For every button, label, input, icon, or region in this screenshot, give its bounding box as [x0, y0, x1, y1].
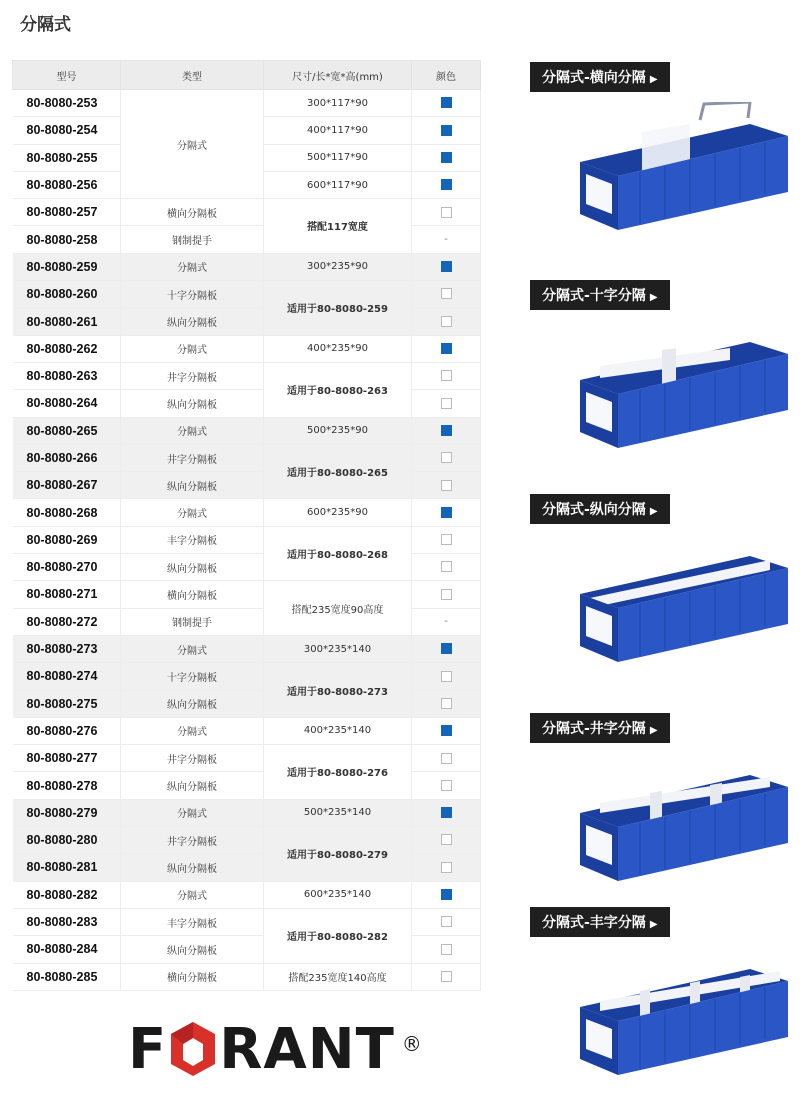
storage-bin-icon [580, 102, 792, 234]
cell-model: 80-8080-283 [13, 908, 121, 935]
cell-type: 纵向分隔板 [121, 772, 264, 799]
cell-model: 80-8080-256 [13, 171, 121, 198]
play-arrow-icon: ▶ [649, 919, 658, 930]
color-swatch-blue [441, 261, 452, 272]
table-row [13, 799, 481, 826]
cell-size: 600*235*90 [264, 499, 412, 526]
color-swatch-white [441, 589, 452, 600]
variant-card-long [530, 494, 792, 524]
cell-color [412, 253, 481, 280]
color-swatch-blue [441, 643, 452, 654]
logo-shield-icon [169, 1020, 217, 1078]
color-swatch-white [441, 862, 452, 873]
cell-type: 纵向分隔板 [121, 854, 264, 881]
color-swatch-white [441, 534, 452, 545]
cell-model: 80-8080-273 [13, 635, 121, 662]
cell-model: 80-8080-264 [13, 390, 121, 417]
cell-color [412, 171, 481, 198]
play-arrow-icon: ▶ [649, 74, 658, 85]
cell-type: 分隔式 [121, 499, 264, 526]
cell-type: 井字分隔板 [121, 745, 264, 772]
cell-model: 80-8080-284 [13, 936, 121, 963]
cell-type: 纵向分隔板 [121, 472, 264, 499]
color-swatch-blue [441, 425, 452, 436]
cell-color [412, 90, 481, 117]
color-swatch-white [441, 753, 452, 764]
cell-size: 适用于80-8080-265 [264, 444, 412, 499]
cell-size: 500*235*140 [264, 799, 412, 826]
cell-size: 搭配235宽度90高度 [264, 581, 412, 636]
cell-model: 80-8080-274 [13, 663, 121, 690]
variant-card-horizontal [530, 62, 792, 92]
cell-type: 井字分隔板 [121, 827, 264, 854]
color-swatch-white [441, 971, 452, 982]
cell-type: 分隔式 [121, 417, 264, 444]
table-header-row [13, 61, 481, 90]
cell-type: 分隔式 [121, 253, 264, 280]
color-swatch-blue [441, 125, 452, 136]
table-row [13, 281, 481, 308]
registered-mark: ® [401, 1032, 423, 1056]
cell-type: 分隔式 [121, 635, 264, 662]
header-type: 类型 [121, 61, 264, 90]
cell-color [412, 963, 481, 990]
logo-letter-f: F [128, 1017, 168, 1082]
color-swatch-white [441, 944, 452, 955]
cell-model: 80-8080-258 [13, 226, 121, 253]
cell-color [412, 690, 481, 717]
cell-color [412, 799, 481, 826]
cell-model: 80-8080-279 [13, 799, 121, 826]
color-swatch-blue [441, 807, 452, 818]
cell-model: 80-8080-272 [13, 608, 121, 635]
cell-type: 十字分隔板 [121, 281, 264, 308]
cell-color [412, 854, 481, 881]
play-arrow-icon: ▶ [649, 292, 658, 303]
table-row [13, 526, 481, 553]
storage-bin-icon [580, 320, 792, 452]
brand-logo [128, 1017, 423, 1082]
cell-model: 80-8080-255 [13, 144, 121, 171]
table-body [13, 90, 481, 991]
play-arrow-icon: ▶ [649, 506, 658, 517]
cell-color [412, 144, 481, 171]
color-swatch-blue [441, 179, 452, 190]
cell-color [412, 745, 481, 772]
cell-type: 分隔式 [121, 881, 264, 908]
color-swatch-blue [441, 97, 452, 108]
cell-type: 钢制提手 [121, 608, 264, 635]
header-size: 尺寸/长*宽*高(mm) [264, 61, 412, 90]
variant-label [530, 713, 670, 743]
table-row [13, 745, 481, 772]
cell-model: 80-8080-257 [13, 199, 121, 226]
table-row [13, 362, 481, 389]
color-swatch-white [441, 370, 452, 381]
cell-color [412, 444, 481, 471]
cell-model: 80-8080-282 [13, 881, 121, 908]
cell-type: 丰字分隔板 [121, 526, 264, 553]
cell-size: 400*117*90 [264, 117, 412, 144]
table-row [13, 417, 481, 444]
table-row [13, 499, 481, 526]
color-swatch-white [441, 452, 452, 463]
variant-label [530, 907, 670, 937]
cell-model: 80-8080-262 [13, 335, 121, 362]
table-row [13, 963, 481, 990]
table-row [13, 90, 481, 117]
variant-label [530, 62, 670, 92]
cell-color [412, 281, 481, 308]
cell-color [412, 881, 481, 908]
table-row [13, 827, 481, 854]
color-none: - [444, 616, 448, 628]
table-row [13, 444, 481, 471]
cell-model: 80-8080-280 [13, 827, 121, 854]
color-swatch-white [441, 834, 452, 845]
logo-letters-rant: RANT [219, 1017, 395, 1082]
cell-model: 80-8080-285 [13, 963, 121, 990]
variant-bin-image [580, 534, 792, 670]
color-swatch-white [441, 916, 452, 927]
cell-size: 适用于80-8080-276 [264, 745, 412, 800]
variant-label-text: 分隔式-井字分隔 [542, 721, 646, 737]
cell-color [412, 581, 481, 608]
spec-table [12, 60, 481, 991]
color-swatch-white [441, 398, 452, 409]
variant-bin-image [580, 753, 792, 889]
variant-label-text: 分隔式-十字分隔 [542, 288, 646, 304]
cell-model: 80-8080-277 [13, 745, 121, 772]
variant-card-feng [530, 907, 792, 937]
cell-model: 80-8080-268 [13, 499, 121, 526]
cell-type: 纵向分隔板 [121, 936, 264, 963]
cell-size: 300*117*90 [264, 90, 412, 117]
cell-color [412, 608, 481, 635]
variant-card-grid [530, 713, 792, 743]
cell-model: 80-8080-266 [13, 444, 121, 471]
cell-type: 十字分隔板 [121, 663, 264, 690]
cell-color [412, 117, 481, 144]
cell-type: 分隔式 [121, 90, 264, 199]
table-row [13, 635, 481, 662]
cell-size: 400*235*90 [264, 335, 412, 362]
cell-model: 80-8080-259 [13, 253, 121, 280]
cell-color [412, 554, 481, 581]
color-swatch-blue [441, 725, 452, 736]
cell-type: 井字分隔板 [121, 362, 264, 389]
cell-model: 80-8080-275 [13, 690, 121, 717]
table-row [13, 581, 481, 608]
table-row [13, 335, 481, 362]
cell-color [412, 226, 481, 253]
cell-model: 80-8080-267 [13, 472, 121, 499]
cell-model: 80-8080-269 [13, 526, 121, 553]
storage-bin-icon [580, 753, 792, 885]
table-row [13, 253, 481, 280]
cell-color [412, 827, 481, 854]
cell-color [412, 390, 481, 417]
variant-bin-image [580, 102, 792, 238]
variant-card-cross [530, 280, 792, 310]
page-title: 分隔式 [20, 15, 71, 35]
cell-color [412, 472, 481, 499]
cell-color [412, 908, 481, 935]
cell-type: 丰字分隔板 [121, 908, 264, 935]
variant-label-text: 分隔式-丰字分隔 [542, 915, 646, 931]
cell-size: 500*117*90 [264, 144, 412, 171]
cell-color [412, 199, 481, 226]
variant-label [530, 280, 670, 310]
color-swatch-white [441, 288, 452, 299]
cell-color [412, 417, 481, 444]
color-swatch-white [441, 698, 452, 709]
cell-type: 纵向分隔板 [121, 690, 264, 717]
cell-size: 适用于80-8080-282 [264, 908, 412, 963]
cell-color [412, 635, 481, 662]
cell-size: 300*235*90 [264, 253, 412, 280]
variant-label [530, 494, 670, 524]
cell-color [412, 335, 481, 362]
cell-size: 搭配117宽度 [264, 199, 412, 254]
cell-model: 80-8080-276 [13, 717, 121, 744]
cell-model: 80-8080-265 [13, 417, 121, 444]
storage-bin-icon [580, 534, 792, 666]
cell-color [412, 499, 481, 526]
cell-size: 适用于80-8080-279 [264, 827, 412, 882]
table-row [13, 199, 481, 226]
variant-label-text: 分隔式-横向分隔 [542, 70, 646, 86]
variant-label-text: 分隔式-纵向分隔 [542, 502, 646, 518]
cell-size: 600*117*90 [264, 171, 412, 198]
cell-size: 600*235*140 [264, 881, 412, 908]
cell-type: 横向分隔板 [121, 581, 264, 608]
cell-type: 横向分隔板 [121, 199, 264, 226]
color-swatch-white [441, 480, 452, 491]
color-swatch-white [441, 671, 452, 682]
cell-type: 钢制提手 [121, 226, 264, 253]
cell-size: 300*235*140 [264, 635, 412, 662]
cell-type: 分隔式 [121, 335, 264, 362]
cell-type: 分隔式 [121, 717, 264, 744]
cell-size: 搭配235宽度140高度 [264, 963, 412, 990]
cell-model: 80-8080-263 [13, 362, 121, 389]
color-swatch-white [441, 316, 452, 327]
cell-type: 分隔式 [121, 799, 264, 826]
variant-bin-image [580, 320, 792, 456]
cell-size: 适用于80-8080-268 [264, 526, 412, 581]
cell-type: 纵向分隔板 [121, 554, 264, 581]
cell-type: 纵向分隔板 [121, 308, 264, 335]
color-swatch-white [441, 561, 452, 572]
cell-model: 80-8080-260 [13, 281, 121, 308]
cell-model: 80-8080-261 [13, 308, 121, 335]
cell-type: 井字分隔板 [121, 444, 264, 471]
header-model: 型号 [13, 61, 121, 90]
cell-size: 适用于80-8080-259 [264, 281, 412, 336]
cell-color [412, 362, 481, 389]
color-swatch-white [441, 780, 452, 791]
table-row [13, 717, 481, 744]
table-row [13, 663, 481, 690]
cell-color [412, 717, 481, 744]
cell-size: 适用于80-8080-263 [264, 362, 412, 417]
cell-color [412, 663, 481, 690]
cell-type: 横向分隔板 [121, 963, 264, 990]
color-none: - [444, 234, 448, 246]
storage-bin-icon [580, 947, 792, 1079]
cell-type: 纵向分隔板 [121, 390, 264, 417]
variant-bin-image [580, 947, 792, 1083]
header-color: 颜色 [412, 61, 481, 90]
color-swatch-white [441, 207, 452, 218]
cell-model: 80-8080-253 [13, 90, 121, 117]
cell-color [412, 308, 481, 335]
play-arrow-icon: ▶ [649, 725, 658, 736]
table-row [13, 908, 481, 935]
color-swatch-blue [441, 889, 452, 900]
color-swatch-blue [441, 152, 452, 163]
cell-model: 80-8080-281 [13, 854, 121, 881]
cell-model: 80-8080-254 [13, 117, 121, 144]
table-row [13, 881, 481, 908]
cell-color [412, 772, 481, 799]
cell-size: 500*235*90 [264, 417, 412, 444]
cell-model: 80-8080-278 [13, 772, 121, 799]
cell-size: 适用于80-8080-273 [264, 663, 412, 718]
cell-color [412, 526, 481, 553]
cell-model: 80-8080-271 [13, 581, 121, 608]
color-swatch-blue [441, 343, 452, 354]
color-swatch-blue [441, 507, 452, 518]
cell-color [412, 936, 481, 963]
cell-size: 400*235*140 [264, 717, 412, 744]
cell-model: 80-8080-270 [13, 554, 121, 581]
